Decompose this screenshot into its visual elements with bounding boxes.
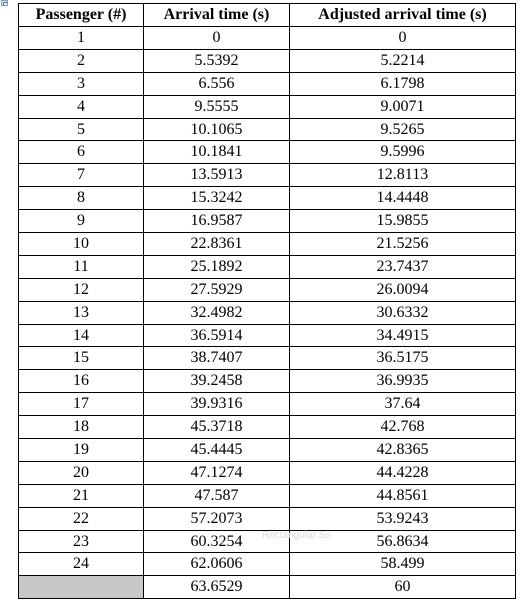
table-row — [19, 461, 516, 484]
cell-passenger: 21 — [19, 484, 144, 507]
column-header-arrival-time: Arrival time (s) — [144, 4, 290, 27]
cell-arrival-time: 63.6529 — [144, 576, 290, 599]
cell-adjusted-arrival-time: 0 — [290, 27, 516, 50]
table-row — [19, 416, 516, 439]
table-row — [19, 118, 516, 141]
cell-arrival-time: 39.2458 — [144, 370, 290, 393]
cell-passenger: 8 — [19, 187, 144, 210]
cell-arrival-time: 15.3242 — [144, 187, 290, 210]
cell-passenger: 20 — [19, 461, 144, 484]
cell-passenger: 6 — [19, 141, 144, 164]
table-row — [19, 278, 516, 301]
cell-adjusted-arrival-time: 37.64 — [290, 393, 516, 416]
cell-arrival-time: 32.4982 — [144, 301, 290, 324]
table-row — [19, 347, 516, 370]
cell-arrival-time: 47.587 — [144, 484, 290, 507]
table-body — [19, 27, 516, 599]
cell-adjusted-arrival-time: 23.7437 — [290, 255, 516, 278]
cell-arrival-time: 47.1274 — [144, 461, 290, 484]
cell-adjusted-arrival-time: 15.9855 — [290, 210, 516, 233]
cell-arrival-time: 57.2073 — [144, 507, 290, 530]
cell-passenger: 19 — [19, 439, 144, 462]
cell-adjusted-arrival-time: 9.0071 — [290, 95, 516, 118]
cell-arrival-time: 25.1892 — [144, 255, 290, 278]
table-row — [19, 553, 516, 576]
cell-arrival-time: 13.5913 — [144, 164, 290, 187]
cell-adjusted-arrival-time: 34.4915 — [290, 324, 516, 347]
cell-arrival-time: 16.9587 — [144, 210, 290, 233]
column-header-adjusted-arrival-time: Adjusted arrival time (s) — [290, 4, 516, 27]
cell-adjusted-arrival-time: 36.5175 — [290, 347, 516, 370]
cell-passenger: 16 — [19, 370, 144, 393]
table-row — [19, 27, 516, 50]
table-row — [19, 576, 516, 599]
cell-adjusted-arrival-time: 14.4448 — [290, 187, 516, 210]
cell-passenger: 24 — [19, 553, 144, 576]
cell-adjusted-arrival-time: 21.5256 — [290, 233, 516, 256]
cell-passenger: 9 — [19, 210, 144, 233]
table-row — [19, 393, 516, 416]
cell-arrival-time: 45.4445 — [144, 439, 290, 462]
cell-adjusted-arrival-time: 44.8561 — [290, 484, 516, 507]
cell-adjusted-arrival-time: 56.8634 — [290, 530, 516, 553]
cell-adjusted-arrival-time: 6.1798 — [290, 72, 516, 95]
cell-arrival-time: 10.1841 — [144, 141, 290, 164]
cell-passenger: 1 — [19, 27, 144, 50]
table-row — [19, 210, 516, 233]
cell-passenger: 10 — [19, 233, 144, 256]
cell-passenger: 17 — [19, 393, 144, 416]
cell-arrival-time: 39.9316 — [144, 393, 290, 416]
watermark-text: Rectangular Sn — [262, 530, 331, 541]
table-move-handle-icon[interactable] — [1, 0, 8, 6]
cell-adjusted-arrival-time: 60 — [290, 576, 516, 599]
cell-passenger: 11 — [19, 255, 144, 278]
cell-arrival-time: 27.5929 — [144, 278, 290, 301]
cell-passenger: 4 — [19, 95, 144, 118]
cell-adjusted-arrival-time: 5.2214 — [290, 49, 516, 72]
table-row — [19, 95, 516, 118]
table-row — [19, 324, 516, 347]
table-row — [19, 370, 516, 393]
cell-arrival-time: 45.3718 — [144, 416, 290, 439]
cell-passenger: 13 — [19, 301, 144, 324]
data-table — [18, 3, 516, 599]
cell-passenger — [19, 576, 144, 599]
cell-adjusted-arrival-time: 9.5265 — [290, 118, 516, 141]
cell-passenger: 23 — [19, 530, 144, 553]
table-row — [19, 530, 516, 553]
cell-adjusted-arrival-time: 58.499 — [290, 553, 516, 576]
table-row — [19, 164, 516, 187]
cell-passenger: 14 — [19, 324, 144, 347]
cell-arrival-time: 10.1065 — [144, 118, 290, 141]
table-row — [19, 301, 516, 324]
cell-passenger: 22 — [19, 507, 144, 530]
cell-adjusted-arrival-time: 42.8365 — [290, 439, 516, 462]
table-row — [19, 141, 516, 164]
cell-adjusted-arrival-time: 26.0094 — [290, 278, 516, 301]
table-row — [19, 484, 516, 507]
cell-passenger: 2 — [19, 49, 144, 72]
table-row — [19, 507, 516, 530]
cell-arrival-time: 0 — [144, 27, 290, 50]
table-row — [19, 439, 516, 462]
cell-arrival-time: 6.556 — [144, 72, 290, 95]
cell-adjusted-arrival-time: 36.9935 — [290, 370, 516, 393]
table-row — [19, 49, 516, 72]
cell-adjusted-arrival-time: 53.9243 — [290, 507, 516, 530]
cell-adjusted-arrival-time: 42.768 — [290, 416, 516, 439]
cell-passenger: 3 — [19, 72, 144, 95]
cell-arrival-time: 22.8361 — [144, 233, 290, 256]
table-row — [19, 187, 516, 210]
cell-arrival-time: 9.5555 — [144, 95, 290, 118]
cell-passenger: 5 — [19, 118, 144, 141]
cell-adjusted-arrival-time: 12.8113 — [290, 164, 516, 187]
cell-arrival-time: 36.5914 — [144, 324, 290, 347]
cell-passenger: 15 — [19, 347, 144, 370]
column-header-passenger: Passenger (#) — [19, 4, 144, 27]
cell-arrival-time: 5.5392 — [144, 49, 290, 72]
cell-passenger: 12 — [19, 278, 144, 301]
cell-adjusted-arrival-time: 44.4228 — [290, 461, 516, 484]
table-row — [19, 72, 516, 95]
cell-adjusted-arrival-time: 9.5996 — [290, 141, 516, 164]
cell-passenger: 18 — [19, 416, 144, 439]
cell-arrival-time: 62.0606 — [144, 553, 290, 576]
cell-arrival-time: 60.3254 — [144, 530, 290, 553]
cell-arrival-time: 38.7407 — [144, 347, 290, 370]
table-row — [19, 255, 516, 278]
table-header-row — [19, 4, 516, 27]
cell-passenger: 7 — [19, 164, 144, 187]
table-row — [19, 233, 516, 256]
cell-adjusted-arrival-time: 30.6332 — [290, 301, 516, 324]
